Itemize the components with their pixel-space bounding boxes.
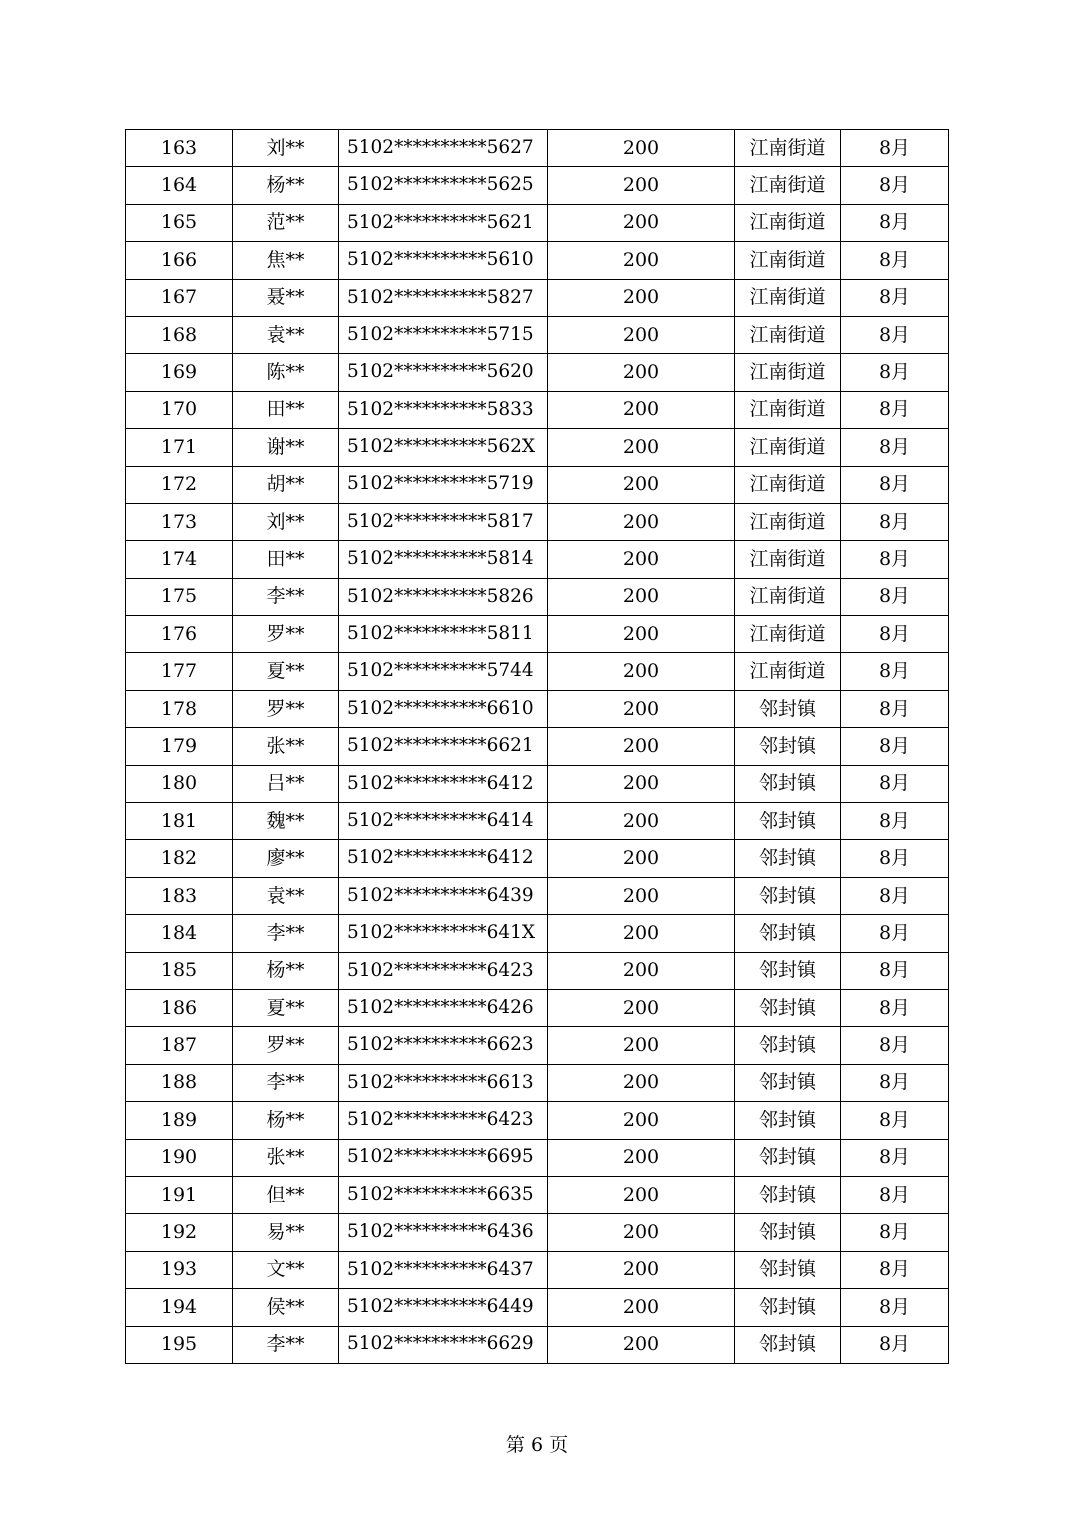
amount-cell: 200 (548, 765, 735, 802)
row-number-cell: 186 (126, 989, 233, 1026)
amount-cell: 200 (548, 1214, 735, 1251)
month-cell: 8月 (841, 279, 949, 316)
id-number-cell: 5102**********5817 (339, 503, 548, 540)
month-cell: 8月 (841, 1289, 949, 1326)
id-number-cell: 5102**********5827 (339, 279, 548, 316)
table-row (126, 578, 949, 615)
name-cell: 谢** (233, 429, 339, 466)
table-row (126, 503, 949, 540)
table-row (126, 765, 949, 802)
name-cell: 袁** (233, 316, 339, 353)
name-cell: 田** (233, 541, 339, 578)
name-cell: 夏** (233, 989, 339, 1026)
amount-cell: 200 (548, 354, 735, 391)
id-number-cell: 5102**********5814 (339, 541, 548, 578)
name-cell: 聂** (233, 279, 339, 316)
month-cell: 8月 (841, 130, 949, 167)
area-cell: 江南街道 (735, 354, 841, 391)
id-number-cell: 5102**********6412 (339, 765, 548, 802)
row-number-cell: 182 (126, 840, 233, 877)
id-number-cell: 5102**********6621 (339, 728, 548, 765)
name-cell: 但** (233, 1176, 339, 1213)
month-cell: 8月 (841, 503, 949, 540)
amount-cell: 200 (548, 1289, 735, 1326)
month-cell: 8月 (841, 1064, 949, 1101)
amount-cell: 200 (548, 1027, 735, 1064)
amount-cell: 200 (548, 728, 735, 765)
table-row (126, 690, 949, 727)
amount-cell: 200 (548, 541, 735, 578)
row-number-cell: 176 (126, 616, 233, 653)
table-row (126, 541, 949, 578)
id-number-cell: 5102**********6613 (339, 1064, 548, 1101)
amount-cell: 200 (548, 429, 735, 466)
id-number-cell: 5102**********6629 (339, 1326, 548, 1363)
amount-cell: 200 (548, 167, 735, 204)
month-cell: 8月 (841, 952, 949, 989)
row-number-cell: 181 (126, 803, 233, 840)
month-cell: 8月 (841, 541, 949, 578)
area-cell: 江南街道 (735, 616, 841, 653)
name-cell: 罗** (233, 690, 339, 727)
month-cell: 8月 (841, 840, 949, 877)
subsidy-table (125, 129, 949, 1364)
id-number-cell: 5102**********6423 (339, 1102, 548, 1139)
month-cell: 8月 (841, 466, 949, 503)
area-cell: 邻封镇 (735, 915, 841, 952)
area-cell: 江南街道 (735, 316, 841, 353)
table-row (126, 1064, 949, 1101)
area-cell: 邻封镇 (735, 1289, 841, 1326)
area-cell: 江南街道 (735, 130, 841, 167)
table-row (126, 1214, 949, 1251)
month-cell: 8月 (841, 1027, 949, 1064)
table-row (126, 354, 949, 391)
amount-cell: 200 (548, 1139, 735, 1176)
name-cell: 廖** (233, 840, 339, 877)
id-number-cell: 5102**********5811 (339, 616, 548, 653)
id-number-cell: 5102**********5833 (339, 391, 548, 428)
id-number-cell: 5102**********5627 (339, 130, 548, 167)
table-row (126, 989, 949, 1026)
area-cell: 邻封镇 (735, 989, 841, 1026)
row-number-cell: 188 (126, 1064, 233, 1101)
id-number-cell: 5102**********5610 (339, 242, 548, 279)
month-cell: 8月 (841, 915, 949, 952)
name-cell: 文** (233, 1251, 339, 1288)
row-number-cell: 185 (126, 952, 233, 989)
name-cell: 李** (233, 915, 339, 952)
area-cell: 邻封镇 (735, 1251, 841, 1288)
amount-cell: 200 (548, 840, 735, 877)
row-number-cell: 166 (126, 242, 233, 279)
month-cell: 8月 (841, 167, 949, 204)
id-number-cell: 5102**********6623 (339, 1027, 548, 1064)
amount-cell: 200 (548, 989, 735, 1026)
name-cell: 魏** (233, 803, 339, 840)
area-cell: 邻封镇 (735, 765, 841, 802)
row-number-cell: 183 (126, 877, 233, 914)
name-cell: 陈** (233, 354, 339, 391)
amount-cell: 200 (548, 952, 735, 989)
area-cell: 邻封镇 (735, 1176, 841, 1213)
amount-cell: 200 (548, 877, 735, 914)
amount-cell: 200 (548, 1251, 735, 1288)
amount-cell: 200 (548, 1064, 735, 1101)
amount-cell: 200 (548, 690, 735, 727)
name-cell: 易** (233, 1214, 339, 1251)
id-number-cell: 5102**********5715 (339, 316, 548, 353)
name-cell: 刘** (233, 130, 339, 167)
area-cell: 邻封镇 (735, 952, 841, 989)
amount-cell: 200 (548, 279, 735, 316)
month-cell: 8月 (841, 1326, 949, 1363)
area-cell: 江南街道 (735, 391, 841, 428)
area-cell: 江南街道 (735, 204, 841, 241)
id-number-cell: 5102**********6439 (339, 877, 548, 914)
month-cell: 8月 (841, 1102, 949, 1139)
name-cell: 焦** (233, 242, 339, 279)
amount-cell: 200 (548, 803, 735, 840)
area-cell: 邻封镇 (735, 1064, 841, 1101)
table-row (126, 1102, 949, 1139)
table-row (126, 1139, 949, 1176)
name-cell: 杨** (233, 952, 339, 989)
name-cell: 罗** (233, 616, 339, 653)
table-row (126, 1289, 949, 1326)
id-number-cell: 5102**********6423 (339, 952, 548, 989)
name-cell: 胡** (233, 466, 339, 503)
id-number-cell: 5102**********5625 (339, 167, 548, 204)
area-cell: 邻封镇 (735, 1214, 841, 1251)
month-cell: 8月 (841, 653, 949, 690)
table-row (126, 952, 949, 989)
amount-cell: 200 (548, 130, 735, 167)
row-number-cell: 172 (126, 466, 233, 503)
month-cell: 8月 (841, 728, 949, 765)
amount-cell: 200 (548, 466, 735, 503)
row-number-cell: 184 (126, 915, 233, 952)
area-cell: 江南街道 (735, 466, 841, 503)
month-cell: 8月 (841, 989, 949, 1026)
area-cell: 江南街道 (735, 578, 841, 615)
area-cell: 邻封镇 (735, 1139, 841, 1176)
id-number-cell: 5102**********6437 (339, 1251, 548, 1288)
month-cell: 8月 (841, 391, 949, 428)
amount-cell: 200 (548, 1326, 735, 1363)
name-cell: 侯** (233, 1289, 339, 1326)
month-cell: 8月 (841, 690, 949, 727)
area-cell: 邻封镇 (735, 840, 841, 877)
table-row (126, 1326, 949, 1363)
table-row (126, 915, 949, 952)
name-cell: 袁** (233, 877, 339, 914)
table-row (126, 316, 949, 353)
name-cell: 李** (233, 578, 339, 615)
table-row (126, 429, 949, 466)
month-cell: 8月 (841, 616, 949, 653)
row-number-cell: 169 (126, 354, 233, 391)
row-number-cell: 192 (126, 1214, 233, 1251)
amount-cell: 200 (548, 1176, 735, 1213)
month-cell: 8月 (841, 877, 949, 914)
table-row (126, 840, 949, 877)
id-number-cell: 5102**********5621 (339, 204, 548, 241)
table-row (126, 466, 949, 503)
id-number-cell: 5102**********6414 (339, 803, 548, 840)
id-number-cell: 5102**********6436 (339, 1214, 548, 1251)
amount-cell: 200 (548, 503, 735, 540)
row-number-cell: 179 (126, 728, 233, 765)
area-cell: 江南街道 (735, 279, 841, 316)
name-cell: 张** (233, 1139, 339, 1176)
row-number-cell: 163 (126, 130, 233, 167)
id-number-cell: 5102**********6695 (339, 1139, 548, 1176)
area-cell: 邻封镇 (735, 1027, 841, 1064)
month-cell: 8月 (841, 765, 949, 802)
month-cell: 8月 (841, 204, 949, 241)
month-cell: 8月 (841, 316, 949, 353)
id-number-cell: 5102**********6449 (339, 1289, 548, 1326)
month-cell: 8月 (841, 578, 949, 615)
row-number-cell: 164 (126, 167, 233, 204)
name-cell: 杨** (233, 167, 339, 204)
month-cell: 8月 (841, 429, 949, 466)
name-cell: 李** (233, 1064, 339, 1101)
id-number-cell: 5102**********5719 (339, 466, 548, 503)
table-row (126, 803, 949, 840)
name-cell: 罗** (233, 1027, 339, 1064)
name-cell: 张** (233, 728, 339, 765)
table-row (126, 130, 949, 167)
area-cell: 江南街道 (735, 503, 841, 540)
area-cell: 江南街道 (735, 541, 841, 578)
row-number-cell: 191 (126, 1176, 233, 1213)
name-cell: 田** (233, 391, 339, 428)
area-cell: 邻封镇 (735, 728, 841, 765)
area-cell: 江南街道 (735, 653, 841, 690)
id-number-cell: 5102**********5826 (339, 578, 548, 615)
table-row (126, 167, 949, 204)
amount-cell: 200 (548, 578, 735, 615)
id-number-cell: 5102**********5620 (339, 354, 548, 391)
month-cell: 8月 (841, 242, 949, 279)
row-number-cell: 165 (126, 204, 233, 241)
table-row (126, 728, 949, 765)
row-number-cell: 189 (126, 1102, 233, 1139)
area-cell: 邻封镇 (735, 690, 841, 727)
row-number-cell: 177 (126, 653, 233, 690)
page-number: 第 6 页 (505, 1434, 569, 1456)
table-row (126, 391, 949, 428)
table-row (126, 653, 949, 690)
month-cell: 8月 (841, 1139, 949, 1176)
name-cell: 李** (233, 1326, 339, 1363)
row-number-cell: 180 (126, 765, 233, 802)
row-number-cell: 175 (126, 578, 233, 615)
row-number-cell: 173 (126, 503, 233, 540)
amount-cell: 200 (548, 204, 735, 241)
table-row (126, 242, 949, 279)
row-number-cell: 187 (126, 1027, 233, 1064)
amount-cell: 200 (548, 915, 735, 952)
name-cell: 夏** (233, 653, 339, 690)
amount-cell: 200 (548, 1102, 735, 1139)
month-cell: 8月 (841, 1214, 949, 1251)
month-cell: 8月 (841, 354, 949, 391)
amount-cell: 200 (548, 242, 735, 279)
area-cell: 邻封镇 (735, 1102, 841, 1139)
row-number-cell: 178 (126, 690, 233, 727)
name-cell: 吕** (233, 765, 339, 802)
row-number-cell: 170 (126, 391, 233, 428)
area-cell: 邻封镇 (735, 803, 841, 840)
row-number-cell: 194 (126, 1289, 233, 1326)
id-number-cell: 5102**********641X (339, 915, 548, 952)
area-cell: 江南街道 (735, 167, 841, 204)
amount-cell: 200 (548, 391, 735, 428)
row-number-cell: 167 (126, 279, 233, 316)
id-number-cell: 5102**********6412 (339, 840, 548, 877)
amount-cell: 200 (548, 653, 735, 690)
area-cell: 邻封镇 (735, 877, 841, 914)
area-cell: 江南街道 (735, 429, 841, 466)
row-number-cell: 171 (126, 429, 233, 466)
name-cell: 刘** (233, 503, 339, 540)
amount-cell: 200 (548, 316, 735, 353)
id-number-cell: 5102**********562X (339, 429, 548, 466)
table-row (126, 204, 949, 241)
id-number-cell: 5102**********6610 (339, 690, 548, 727)
table-row (126, 1027, 949, 1064)
table-row (126, 877, 949, 914)
area-cell: 江南街道 (735, 242, 841, 279)
name-cell: 范** (233, 204, 339, 241)
table-row (126, 1176, 949, 1213)
id-number-cell: 5102**********6426 (339, 989, 548, 1026)
table-row (126, 1251, 949, 1288)
id-number-cell: 5102**********5744 (339, 653, 548, 690)
row-number-cell: 174 (126, 541, 233, 578)
month-cell: 8月 (841, 1251, 949, 1288)
area-cell: 邻封镇 (735, 1326, 841, 1363)
month-cell: 8月 (841, 803, 949, 840)
table-row (126, 279, 949, 316)
month-cell: 8月 (841, 1176, 949, 1213)
name-cell: 杨** (233, 1102, 339, 1139)
row-number-cell: 190 (126, 1139, 233, 1176)
table-row (126, 616, 949, 653)
id-number-cell: 5102**********6635 (339, 1176, 548, 1213)
row-number-cell: 168 (126, 316, 233, 353)
row-number-cell: 195 (126, 1326, 233, 1363)
amount-cell: 200 (548, 616, 735, 653)
table-body (126, 130, 949, 1364)
row-number-cell: 193 (126, 1251, 233, 1288)
